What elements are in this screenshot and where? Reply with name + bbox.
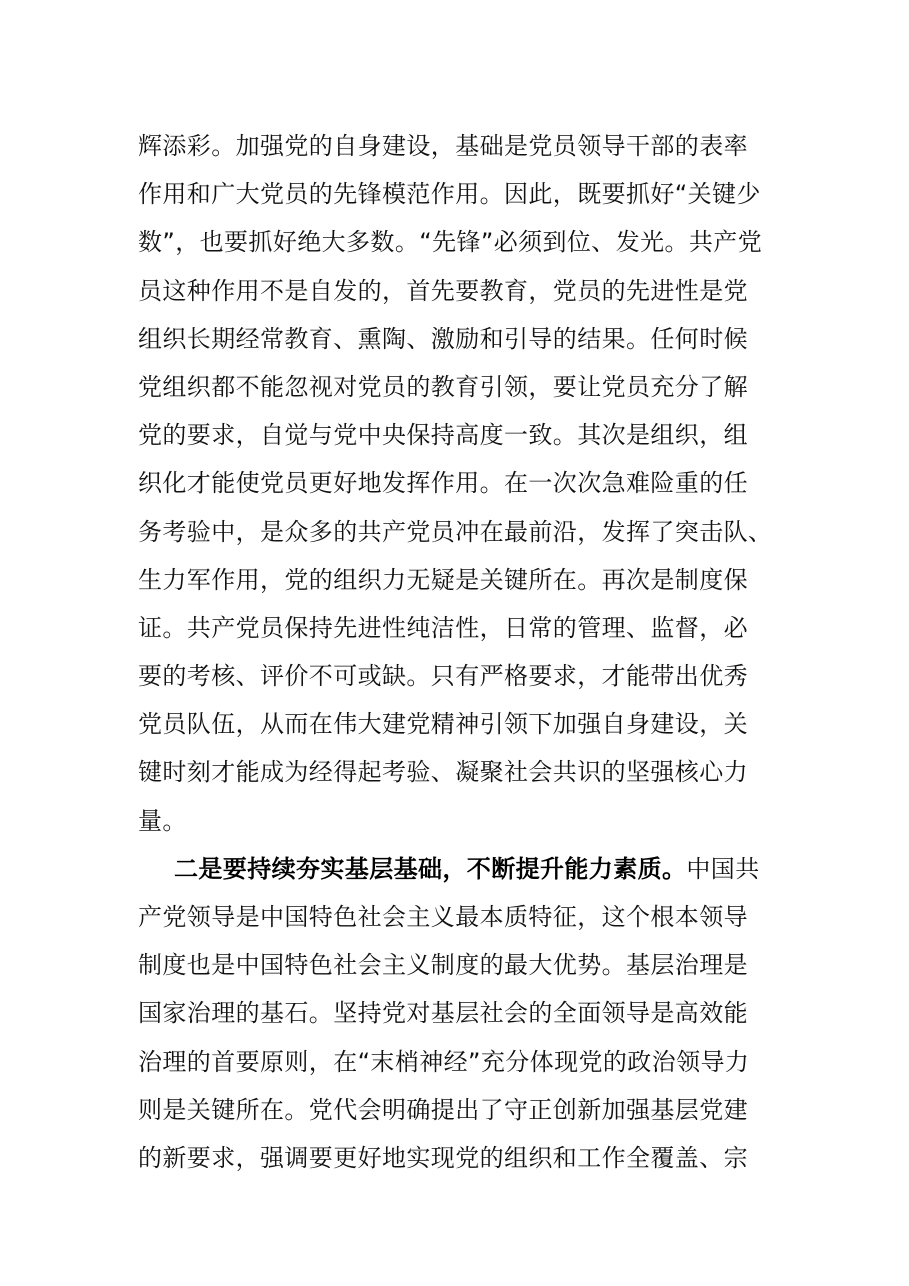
paragraph-line: 数”，也要抓好绝大多数。“先锋”必须到位、发光。共产党 — [138, 228, 763, 257]
paragraph-line: 员这种作用不是自发的，首先要教育，党员的先进性是党 — [138, 276, 748, 305]
paragraph-line: 量。 — [138, 806, 187, 835]
paragraph-line: 制度也是中国特色社会主义制度的最大优势。基层治理是 — [138, 951, 748, 980]
paragraph-line: 务考验中，是众多的共产党员冲在最前沿，发挥了突击队、 — [138, 517, 773, 546]
paragraph-line: 组织长期经常教育、熏陶、激励和引导的结果。任何时候 — [138, 324, 748, 353]
paragraph-line: 织化才能使党员更好地发挥作用。在一次次急难险重的任 — [138, 469, 748, 498]
paragraph-line: 党的要求，自觉与党中央保持高度一致。其次是组织，组 — [138, 421, 748, 450]
heading-line-rest: 中国共 — [686, 854, 760, 883]
paragraph-line: 国家治理的基石。坚持党对基层社会的全面领导是高效能 — [138, 999, 748, 1028]
paragraph-line: 治理的首要原则，在“末梢神经”充分体现党的政治领导力 — [138, 1047, 750, 1076]
paragraph-line: 党组织都不能忽视对党员的教育引领，要让党员充分了解 — [138, 372, 748, 401]
paragraph-heading-line — [138, 845, 778, 893]
paragraph-line: 要的考核、评价不可或缺。只有严格要求，才能带出优秀 — [138, 662, 748, 691]
paragraph-line: 证。共产党员保持先进性纯洁性，日常的管理、监督，必 — [138, 613, 748, 642]
paragraph-line: 产党领导是中国特色社会主义最本质特征，这个根本领导 — [138, 903, 748, 931]
paragraph-line: 党员队伍，从而在伟大建党精神引领下加强自身建设，关 — [138, 710, 748, 739]
paragraph-line: 则是关键所在。党代会明确提出了守正创新加强基层党建 — [138, 1095, 748, 1124]
paragraph-line: 作用和广大党员的先锋模范作用。因此，既要抓好“关键少 — [138, 180, 761, 209]
body-text — [138, 122, 778, 1182]
paragraph-line: 生力军作用，党的组织力无疑是关键所在。再次是制度保 — [138, 565, 748, 594]
paragraph-line: 的新要求，强调要更好地实现党的组织和工作全覆盖、宗 — [138, 1143, 748, 1172]
section-heading: 二是要持续夯实基层基础，不断提升能力素质。 — [174, 854, 687, 883]
paragraph-line: 辉添彩。加强党的自身建设，基础是党员领导干部的表率 — [138, 132, 748, 160]
paragraph-line: 键时刻才能成为经得起考验、凝聚社会共识的坚强核心力 — [138, 758, 748, 787]
